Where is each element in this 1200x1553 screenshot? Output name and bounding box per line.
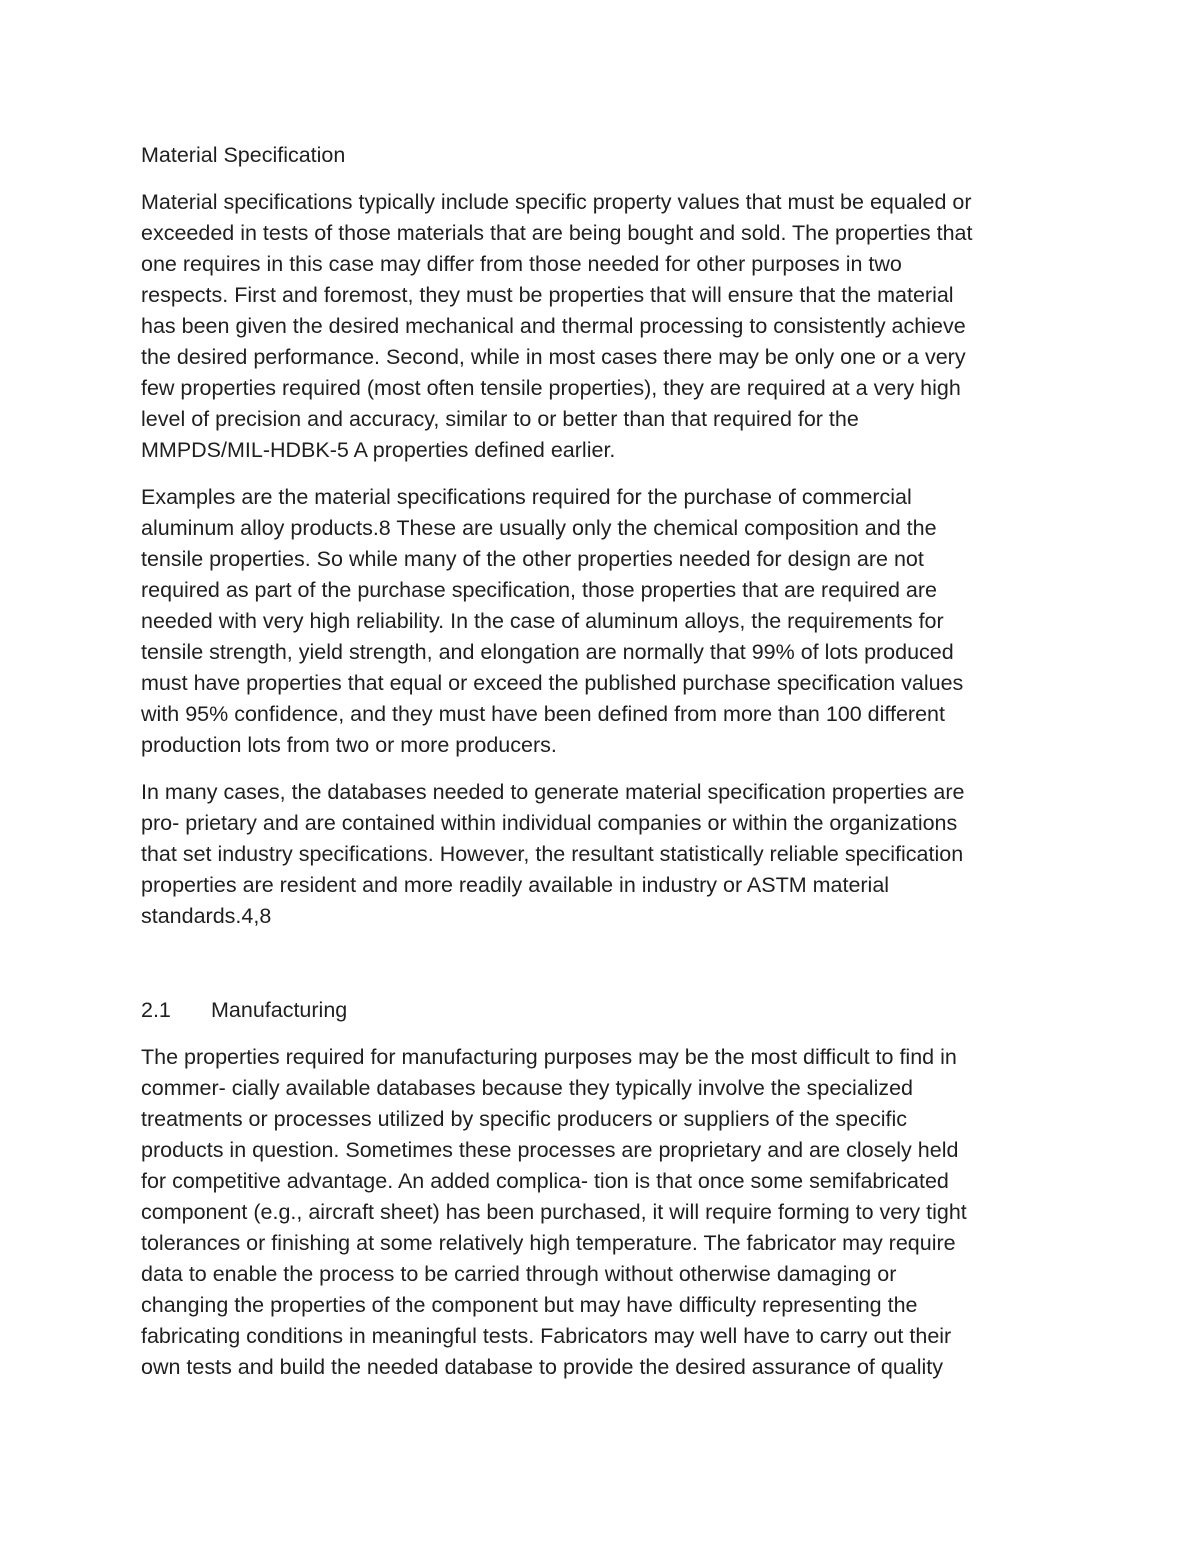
paragraph-line: aluminum alloy products.8 These are usually only the chemical composition and the	[141, 516, 937, 540]
paragraph-line: level of precision and accuracy, similar to or better than that required for the	[141, 407, 859, 431]
section-heading-title: Manufacturing	[211, 998, 348, 1022]
paragraph-line: the desired performance. Second, while in most cases there may be only one or a very	[141, 345, 966, 369]
paragraph-line: production lots from two or more producers.	[141, 733, 557, 757]
paragraph-line: respects. First and foremost, they must be properties that will ensure that the material	[141, 283, 954, 307]
paragraph-line: standards.4,8	[141, 904, 272, 928]
paragraph-line: Material specifications typically include specific property values that must be equaled or	[141, 190, 972, 214]
paragraph-line: for competitive advantage. An added complica- tion is that once some semifabricated	[141, 1169, 949, 1193]
paragraph-line: pro- prietary and are contained within individual companies or within the organizations	[141, 811, 958, 835]
paragraph-4	[141, 1042, 1061, 1383]
paragraph-3	[141, 777, 1061, 932]
paragraph-line: own tests and build the needed database to provide the desired assurance of quality	[141, 1355, 944, 1379]
paragraph-line: tolerances or finishing at some relatively high temperature. The fabricator may require	[141, 1231, 956, 1255]
paragraph-line: few properties required (most often tensile properties), they are required at a very high	[141, 376, 961, 400]
paragraph-line: MMPDS/MIL-HDBK-5 A properties defined earlier.	[141, 438, 616, 462]
section-number: 2.1	[141, 998, 171, 1022]
paragraph-line: treatments or processes utilized by specific producers or suppliers of the specific	[141, 1107, 907, 1131]
paragraph-line: needed with very high reliability. In the case of aluminum alloys, the requirements for	[141, 609, 944, 633]
section-title-text: Material Specification	[141, 143, 346, 167]
paragraph-line: exceeded in tests of those materials that are being bought and sold. The properties that	[141, 221, 973, 245]
paragraph-line: In many cases, the databases needed to generate material specification properties are	[141, 780, 965, 804]
paragraph-line: products in question. Sometimes these processes are proprietary and are closely held	[141, 1138, 959, 1162]
paragraph-line: that set industry specifications. However, the resultant statistically reliable specification	[141, 842, 964, 866]
paragraph-line: required as part of the purchase specification, those properties that are required are	[141, 578, 937, 602]
paragraph-line: must have properties that equal or exceed the published purchase specification values	[141, 671, 964, 695]
paragraph-1	[141, 187, 1061, 466]
section-title	[141, 140, 1061, 171]
paragraph-line: data to enable the process to be carried through without otherwise damaging or	[141, 1262, 897, 1286]
section-heading-line	[141, 995, 1061, 1026]
paragraph-line: properties are resident and more readily available in industry or ASTM material	[141, 873, 890, 897]
paragraph-line: component (e.g., aircraft sheet) has been purchased, it will require forming to very tight	[141, 1200, 967, 1224]
paragraph-line: tensile strength, yield strength, and elongation are normally that 99% of lots produced	[141, 640, 954, 664]
paragraph-line: The properties required for manufacturing purposes may be the most difficult to find in	[141, 1045, 957, 1069]
paragraph-line: changing the properties of the component but may have difficulty representing the	[141, 1293, 918, 1317]
paragraph-line: one requires in this case may differ from those needed for other purposes in two	[141, 252, 902, 276]
paragraph-line: has been given the desired mechanical and thermal processing to consistently achieve	[141, 314, 966, 338]
paragraph-line: tensile properties. So while many of the other properties needed for design are not	[141, 547, 924, 571]
paragraph-line: Examples are the material specifications required for the purchase of commercial	[141, 485, 912, 509]
paragraph-line: commer- cially available databases because they typically involve the specialized	[141, 1076, 914, 1100]
paragraph-line: with 95% confidence, and they must have been defined from more than 100 different	[141, 702, 945, 726]
paragraph-2	[141, 482, 1061, 761]
paragraph-line: fabricating conditions in meaningful tests. Fabricators may well have to carry out their	[141, 1324, 952, 1348]
section-heading-manufacturing	[141, 995, 1061, 1026]
